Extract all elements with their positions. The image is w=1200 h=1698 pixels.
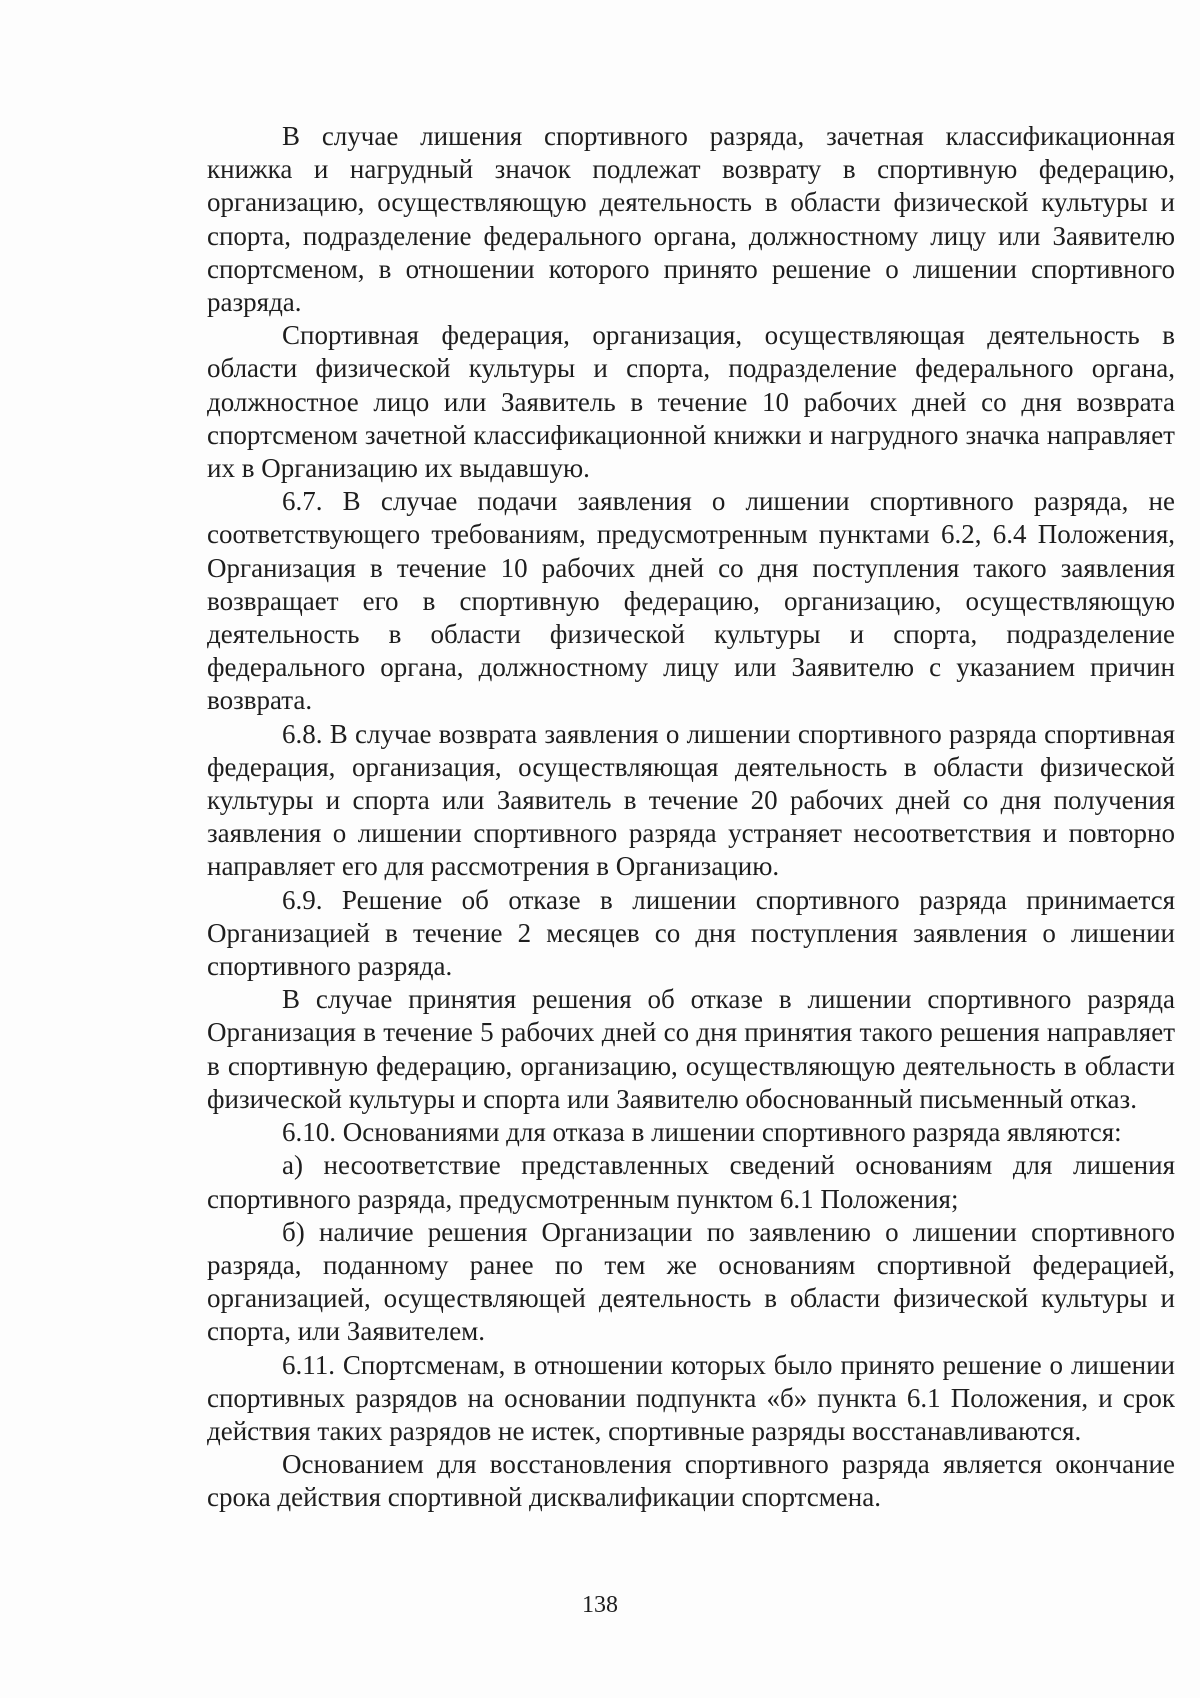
paragraph-6-11: 6.11. Спортсменам, в отношении которых было принято решение о лишении спортивных разрядов на основании подпункта «б» пункта 6.1 Положения, и срок действия таких разрядов не истек, спортивные разряды восстанавливаются.: [207, 1349, 1175, 1446]
paragraph-return-on-revocation: В случае лишения спортивного разряда, зачетная классификационная книжка и нагрудный значок подлежат возврату в спортивную федерацию, организацию, осуществляющую деятельность в области физической культуры и спорта, подразделение федерального органа, должностному лицу или Заявителю спортсменом, в отношении которого принято решение о лишении спортивного разряда.: [207, 121, 1175, 318]
paragraph-6-10: 6.10. Основаниями для отказа в лишении спортивного разряда являются:: [282, 1117, 1122, 1148]
paragraph-forwarding-to-organization: Спортивная федерация, организация, осуществляющая деятельность в области физической культуры и спорта, подразделение федерального органа, должностное лицо или Заявитель в течение 10 рабочих дней со дня возврата спортсменом зачетной классификационной книжки и нагрудного значка направляет их в Организацию их выдавшую.: [207, 320, 1175, 484]
paragraph-refusal-notice: В случае принятия решения об отказе в лишении спортивного разряда Организация в течение 5 рабочих дней со дня принятия такого решения направляет в спортивную федерацию, организацию, осуществляющую деятельность в области физической культуры и спорта или Заявителю обоснованный письменный отказ.: [207, 984, 1175, 1114]
paragraph-6-7: 6.7. В случае подачи заявления о лишении спортивного разряда, не соответствующего требованиям, предусмотренным пунктами 6.2, 6.4 Положения, Организация в течение 10 рабочих дней со дня поступления такого заявления возвращает его в спортивную федерацию, организацию, осуществляющую деятельность в области физической культуры и спорта, подразделение федерального органа, должностному лицу или Заявителю с указанием причин возврата.: [207, 486, 1175, 716]
page-number: 138: [582, 1592, 618, 1618]
paragraph-6-10-b: б) наличие решения Организации по заявлению о лишении спортивного разряда, поданному ранее по тем же основаниям спортивной федерацией, организацией, осуществляющей деятельность в области физической культуры и спорта, или Заявителем.: [207, 1216, 1175, 1347]
document-body: [207, 120, 1175, 1515]
paragraph-6-8: 6.8. В случае возврата заявления о лишении спортивного разряда спортивная федерация, организация, осуществляющая деятельность в области физической культуры и спорта или Заявитель в течение 20 рабочих дней со дня получения заявления о лишении спортивного разряда устраняет несоответствия и повторно направляет его для рассмотрения в Организацию.: [207, 718, 1175, 882]
paragraph-6-9: 6.9. Решение об отказе в лишении спортивного разряда принимается Организацией в течение 2 месяцев со дня поступления заявления о лишении спортивного разряда.: [207, 884, 1175, 982]
paragraph-restoration-basis: Основанием для восстановления спортивного разряда является окончание срока действия спортивной дисквалификации спортсмена.: [207, 1449, 1175, 1513]
paragraph-6-10-a: а) несоответствие представленных сведений основаниям для лишения спортивного разряда, предусмотренным пунктом 6.1 Положения;: [207, 1150, 1175, 1214]
